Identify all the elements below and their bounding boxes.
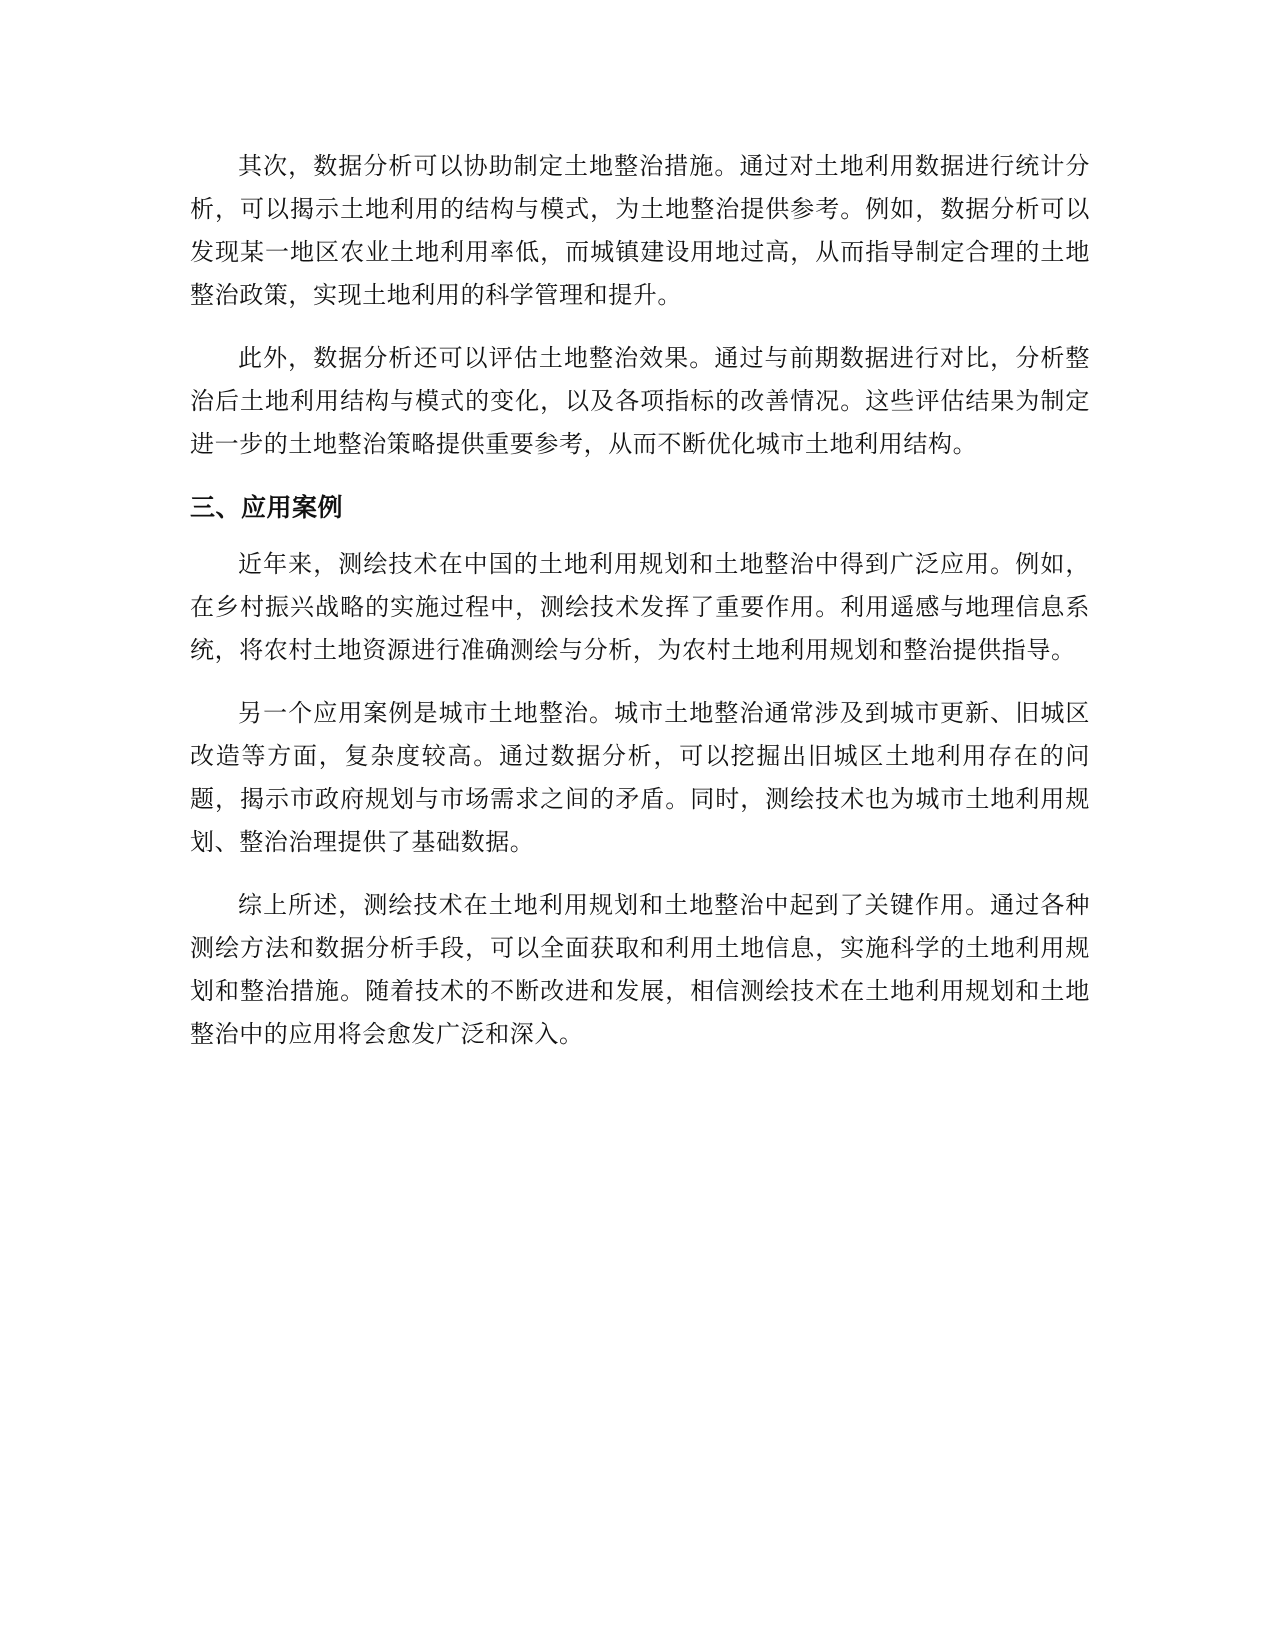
paragraph-rural-case: 近年来，测绘技术在中国的土地利用规划和土地整治中得到广泛应用。例如，在乡村振兴战略的实施过程中，测绘技术发挥了重要作用。利用遥感与地理信息系统，将农村土地资源进行准确测绘与分析，为农村土地利用规划和整治提供指导。 [190,550,1090,664]
section-heading: 三、应用案例 [190,493,344,522]
paragraph-conclusion: 综上所述，测绘技术在土地利用规划和土地整治中起到了关键作用。通过各种测绘方法和数据分析手段，可以全面获取和利用土地信息，实施科学的土地利用规划和整治措施。随着技术的不断改进和发展，相信测绘技术在土地利用规划和土地整治中的应用将会愈发广泛和深入。 [190,891,1090,1048]
paragraph-data-analysis-measures: 其次，数据分析可以协助制定土地整治措施。通过对土地利用数据进行统计分析，可以揭示土地利用的结构与模式，为土地整治提供参考。例如，数据分析可以发现某一地区农业土地利用率低，而城镇建设用地过高，从而指导制定合理的土地整治政策，实现土地利用的科学管理和提升。 [190,152,1090,309]
paragraph-data-analysis-evaluation: 此外，数据分析还可以评估土地整治效果。通过与前期数据进行对比，分析整治后土地利用结构与模式的变化，以及各项指标的改善情况。这些评估结果为制定进一步的土地整治策略提供重要参考，从而不断优化城市土地利用结构。 [190,344,1090,458]
paragraph-urban-case: 另一个应用案例是城市土地整治。城市土地整治通常涉及到城市更新、旧城区改造等方面，复杂度较高。通过数据分析，可以挖掘出旧城区土地利用存在的问题，揭示市政府规划与市场需求之间的矛盾。同时，测绘技术也为城市土地利用规划、整治治理提供了基础数据。 [190,699,1090,856]
document-body [190,145,1090,1076]
